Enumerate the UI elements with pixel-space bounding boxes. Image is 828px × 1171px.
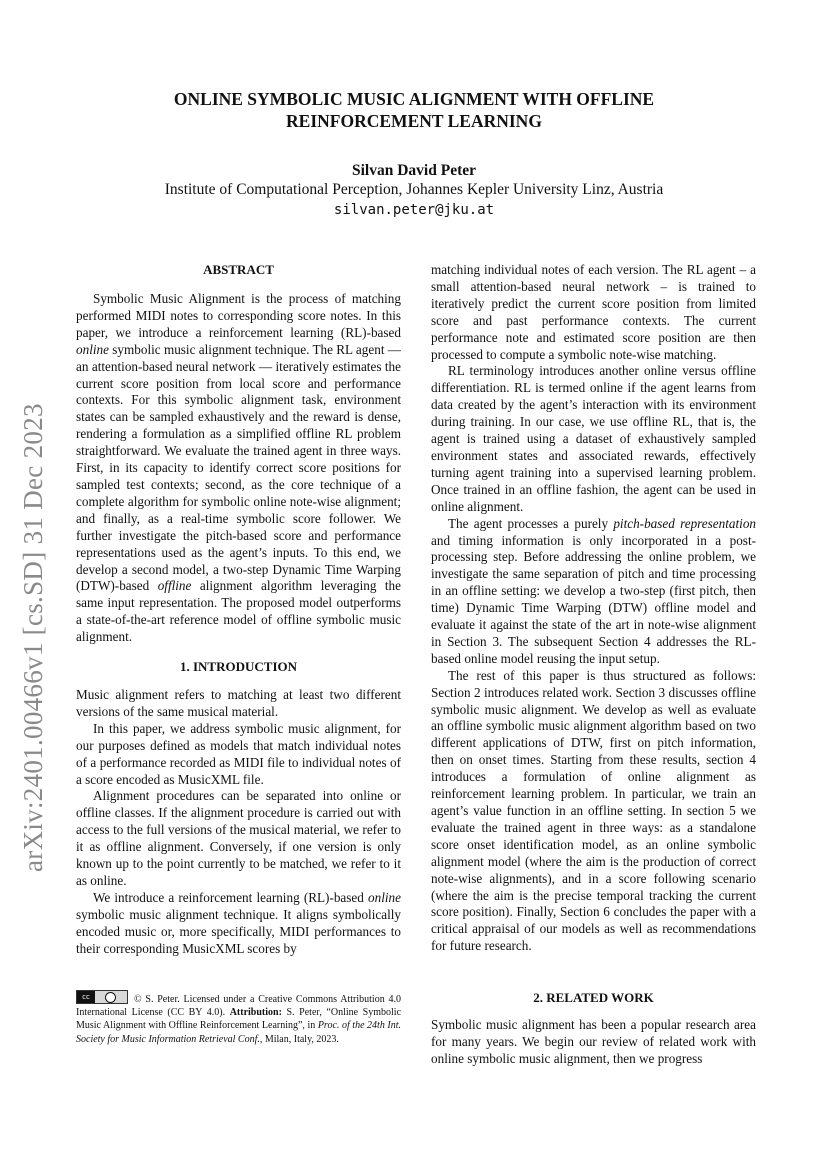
proceedings-name: Proc. of the 24th Int. Society for Music Information Retrieval Conf. <box>76 1020 401 1045</box>
intro-emphasis-online: online <box>368 889 401 905</box>
intro-paragraph-6: RL terminology introduces another online versus offline differentiation. RL is termed online if the agent learns from data created by the agent’s interaction with its environment during training. In our case, we use offline RL, that is, the agent is trained using a dataset of exhaustively sampled environment states and associated rewards, effectively turning agent training into a supervised learning problem. Once trained in an offline fashion, the agent can be used in online alignment. <box>431 363 756 514</box>
cc-by-license-icon: cc <box>76 990 128 1004</box>
author-email: silvan.peter@jku.at <box>333 202 495 218</box>
title-line-1: ONLINE SYMBOLIC MUSIC ALIGNMENT WITH OFFLINE <box>173 89 655 109</box>
author-affiliation: Institute of Computational Perception, Johannes Kepler University Linz, Austria <box>164 181 664 198</box>
intro-emphasis-pitch: pitch-based representation <box>613 515 757 531</box>
abstract-emphasis-online: online <box>76 341 109 357</box>
related-work-paragraph: Symbolic music alignment has been a popular research area for many years. We begin our review of related work with online symbolic music alignment, then we progress <box>431 1017 756 1066</box>
license-footnote: cc © S. Peter. Licensed under a Creative Commons Attribution 4.0 International License (CC BY 4.0). Attribution: S. Peter, “Online Symbolic Music Alignment with Offline Reinforcement Learning”, in Proc. of the 24th Int. Society for Music Information Retrieval Conf., Milan, Italy, 2023. <box>76 990 401 1046</box>
intro-paragraph-5: matching individual notes of each version. The RL agent – a small attention-based neural network – is trained to iteratively predict the current score position from limited score and past performance contexts. The current performance note and estimated score position are then processed to compute a symbolic note-wise matching. <box>431 262 756 362</box>
intro-paragraph-3: Alignment procedures can be separated into online or offline classes. If the alignment procedure is carried out with access to the full versions of the musical material, we refer to it as offline alignment. Conversely, if one version is only known up to the point currently to be matched, we refer to it as online. <box>76 788 401 888</box>
author-name: Silvan David Peter <box>352 162 476 179</box>
abstract-paragraph: Symbolic Music Alignment is the process of matching performed MIDI notes to corresponding score notes. In this paper, we introduce a reinforcement learning (RL)-based online symbolic music alignment technique. The RL agent — an attention-based neural network — iteratively estimates the current score position from local score and performance contexts. For this symbolic alignment task, environment states can be sampled exhaustively and the reward is dense, rendering a formulation as a simplified offline RL problem straightforward. We evaluate the trained agent in three ways. First, in its capacity to identify correct score positions for sampled test contexts; second, as the core technique of a complete algorithm for symbolic online note-wise alignment; and finally, as a real-time symbolic score follower. We further investigate the pitch-based score and performance representations used as the agent’s inputs. To this end, we develop a second model, a two-step Dynamic Time Warping (DTW)-based offline alignment algorithm leveraging the same input representation. The proposed model outperforms a state-of-the-art reference model of offline symbolic music alignment. <box>76 291 401 645</box>
abstract-heading: ABSTRACT <box>203 262 274 277</box>
intro-paragraph-8: The rest of this paper is thus structured as follows: Section 2 introduces related work. Section 3 discusses offline symbolic music alignment. We develop as well as evaluate an offline symbolic music alignment algorithm based on two different applications of DTW, first on pitch information, then on onset times. Starting from these results, section 4 introduces a formulation of online alignment as reinforcement learning problem. In particular, we train an agent’s value function in an offline setting. In section 5 we evaluate the trained agent in three ways: as a standalone score onset identification model, as an online symbolic alignment model (where the aim is the production of correct note-wise alignments), and in a score following scenario (where the aim is the precise temporal tracking the current score position). Finally, Section 6 concludes the paper with a critical appraisal of our models as well as recommendations for future research. <box>431 667 756 954</box>
intro-paragraph-2: In this paper, we address symbolic music alignment, for our purposes defined as models that match individual notes of a performance recorded as MIDI file to individual notes of a score encoded as MusicXML file. <box>76 720 401 787</box>
intro-paragraph-4: We introduce a reinforcement learning (RL)-based online symbolic music alignment technique. It aligns symbolically encoded music or, more specifically, MIDI performances to their corresponding MusicXML scores by <box>76 889 401 956</box>
paper-title <box>100 88 728 132</box>
title-line-2: REINFORCEMENT LEARNING <box>286 111 542 131</box>
intro-paragraph-7: The agent processes a purely pitch-based representation and timing information is only incorporated in a post-processing step. Before addressing the online problem, we investigate the same separation of pitch and time processing in an offline setting: we develop a two-step (first pitch, then time) Dynamic Time Warping (DTW) offline model and evaluate it against the state of the art in note-wise alignment in Section 3. The subsequent Section 4 addresses the RL-based online model reusing the input setup. <box>431 515 757 666</box>
left-column <box>76 262 401 958</box>
abstract-emphasis-offline: offline <box>157 578 192 594</box>
related-work-heading: 2. RELATED WORK <box>533 990 654 1005</box>
attribution-label: Attribution: <box>229 1007 282 1019</box>
introduction-heading: 1. INTRODUCTION <box>179 659 297 675</box>
intro-paragraph-1: Music alignment refers to matching at least two different versions of the same musical material. <box>76 687 401 719</box>
right-column <box>431 262 756 955</box>
arxiv-identifier: arXiv:2401.00466v1 [cs.SD] 31 Dec 2023 <box>18 403 48 872</box>
